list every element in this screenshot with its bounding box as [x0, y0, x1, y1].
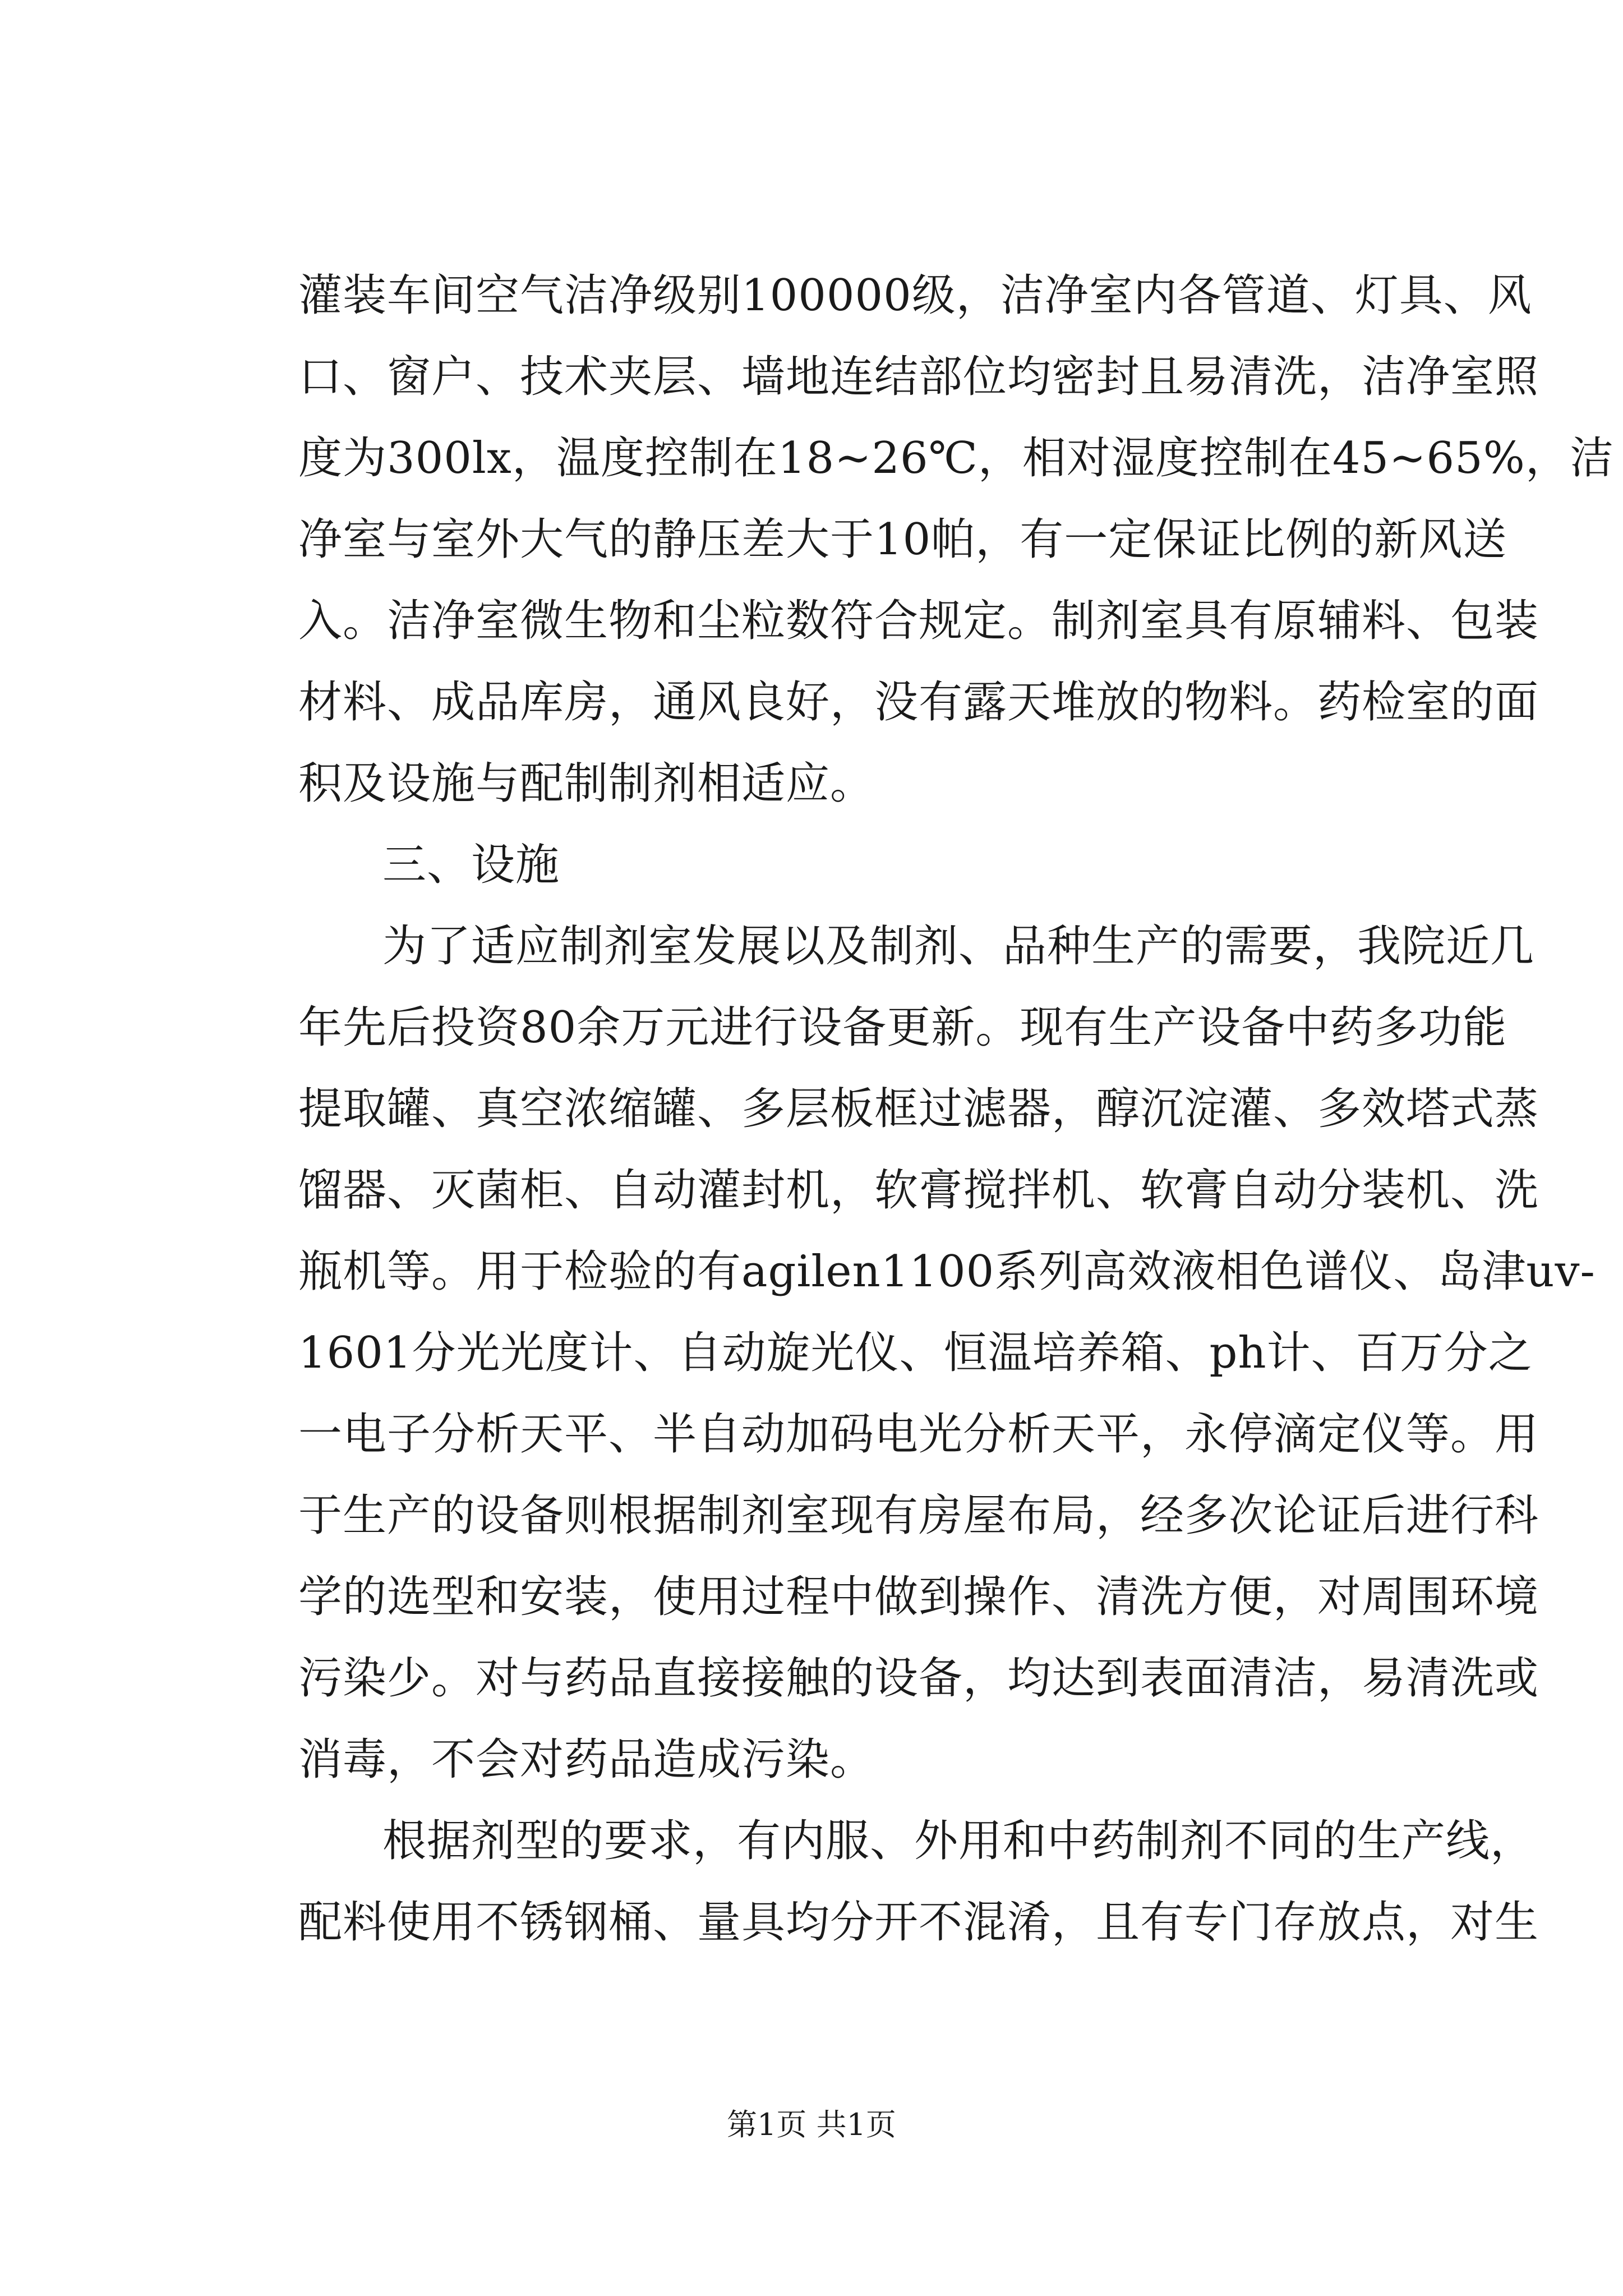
- text-line: 根据剂型的要求，有内服、外用和中药制剂不同的生产线，: [382, 1816, 1535, 1866]
- text-line: 年先后投资80余万元进行设备更新。现有生产设备中药多功能: [298, 1002, 1507, 1053]
- text-line: 配料使用不锈钢桶、量具均分开不混淆，且有专门存放点，对生: [298, 1897, 1539, 1948]
- text-line: 消毒，不会对药品造成污染。: [298, 1734, 875, 1785]
- text-line: 为了适应制剂室发展以及制剂、品种生产的需要，我院近几: [382, 921, 1535, 972]
- text-line: 一电子分析天平、半自动加码电光分析天平，永停滴定仪等。用: [298, 1409, 1539, 1460]
- text-line: 馏器、灭菌柜、自动灌封机，软膏搅拌机、软膏自动分装机、洗: [298, 1165, 1539, 1216]
- text-line: 瓶机等。用于检验的有agilen1100系列高效液相色谱仪、岛津uv-: [298, 1246, 1596, 1297]
- text-line: 提取罐、真空浓缩罐、多层板框过滤器，醇沉淀灌、多效塔式蒸: [298, 1084, 1539, 1134]
- text-line: 污染少。对与药品直接接触的设备，均达到表面清洁，易清洗或: [298, 1653, 1539, 1704]
- text-line: 于生产的设备则根据制剂室现有房屋布局，经多次论证后进行科: [298, 1490, 1539, 1541]
- text-line: 1601分光光度计、自动旋光仪、恒温培养箱、ph计、百万分之: [298, 1328, 1533, 1378]
- text-line: 积及设施与配制制剂相适应。: [298, 758, 875, 809]
- text-line: 学的选型和安装，使用过程中做到操作、清洗方便，对周围环境: [298, 1572, 1539, 1622]
- page-footer: 第1页 共1页: [727, 2107, 896, 2142]
- text-line: 口、窗户、技术夹层、墙地连结部位均密封且易清洗，洁净室照: [298, 352, 1539, 402]
- text-line: 入。洁净室微生物和尘粒数符合规定。制剂室具有原辅料、包装: [298, 596, 1539, 646]
- text-line: 灌装车间空气洁净级别100000级，洁净室内各管道、灯具、风: [298, 270, 1532, 321]
- text-line: 净室与室外大气的静压差大于10帕，有一定保证比例的新风送: [298, 514, 1507, 565]
- text-line: 材料、成品库房，通风良好，没有露天堆放的物料。药检室的面: [298, 677, 1539, 728]
- document-body: [298, 255, 1614, 1963]
- text-line: 度为300lx，温度控制在18~26℃，相对湿度控制在45~65%，洁: [298, 433, 1614, 484]
- text-line: 三、设施: [382, 840, 560, 890]
